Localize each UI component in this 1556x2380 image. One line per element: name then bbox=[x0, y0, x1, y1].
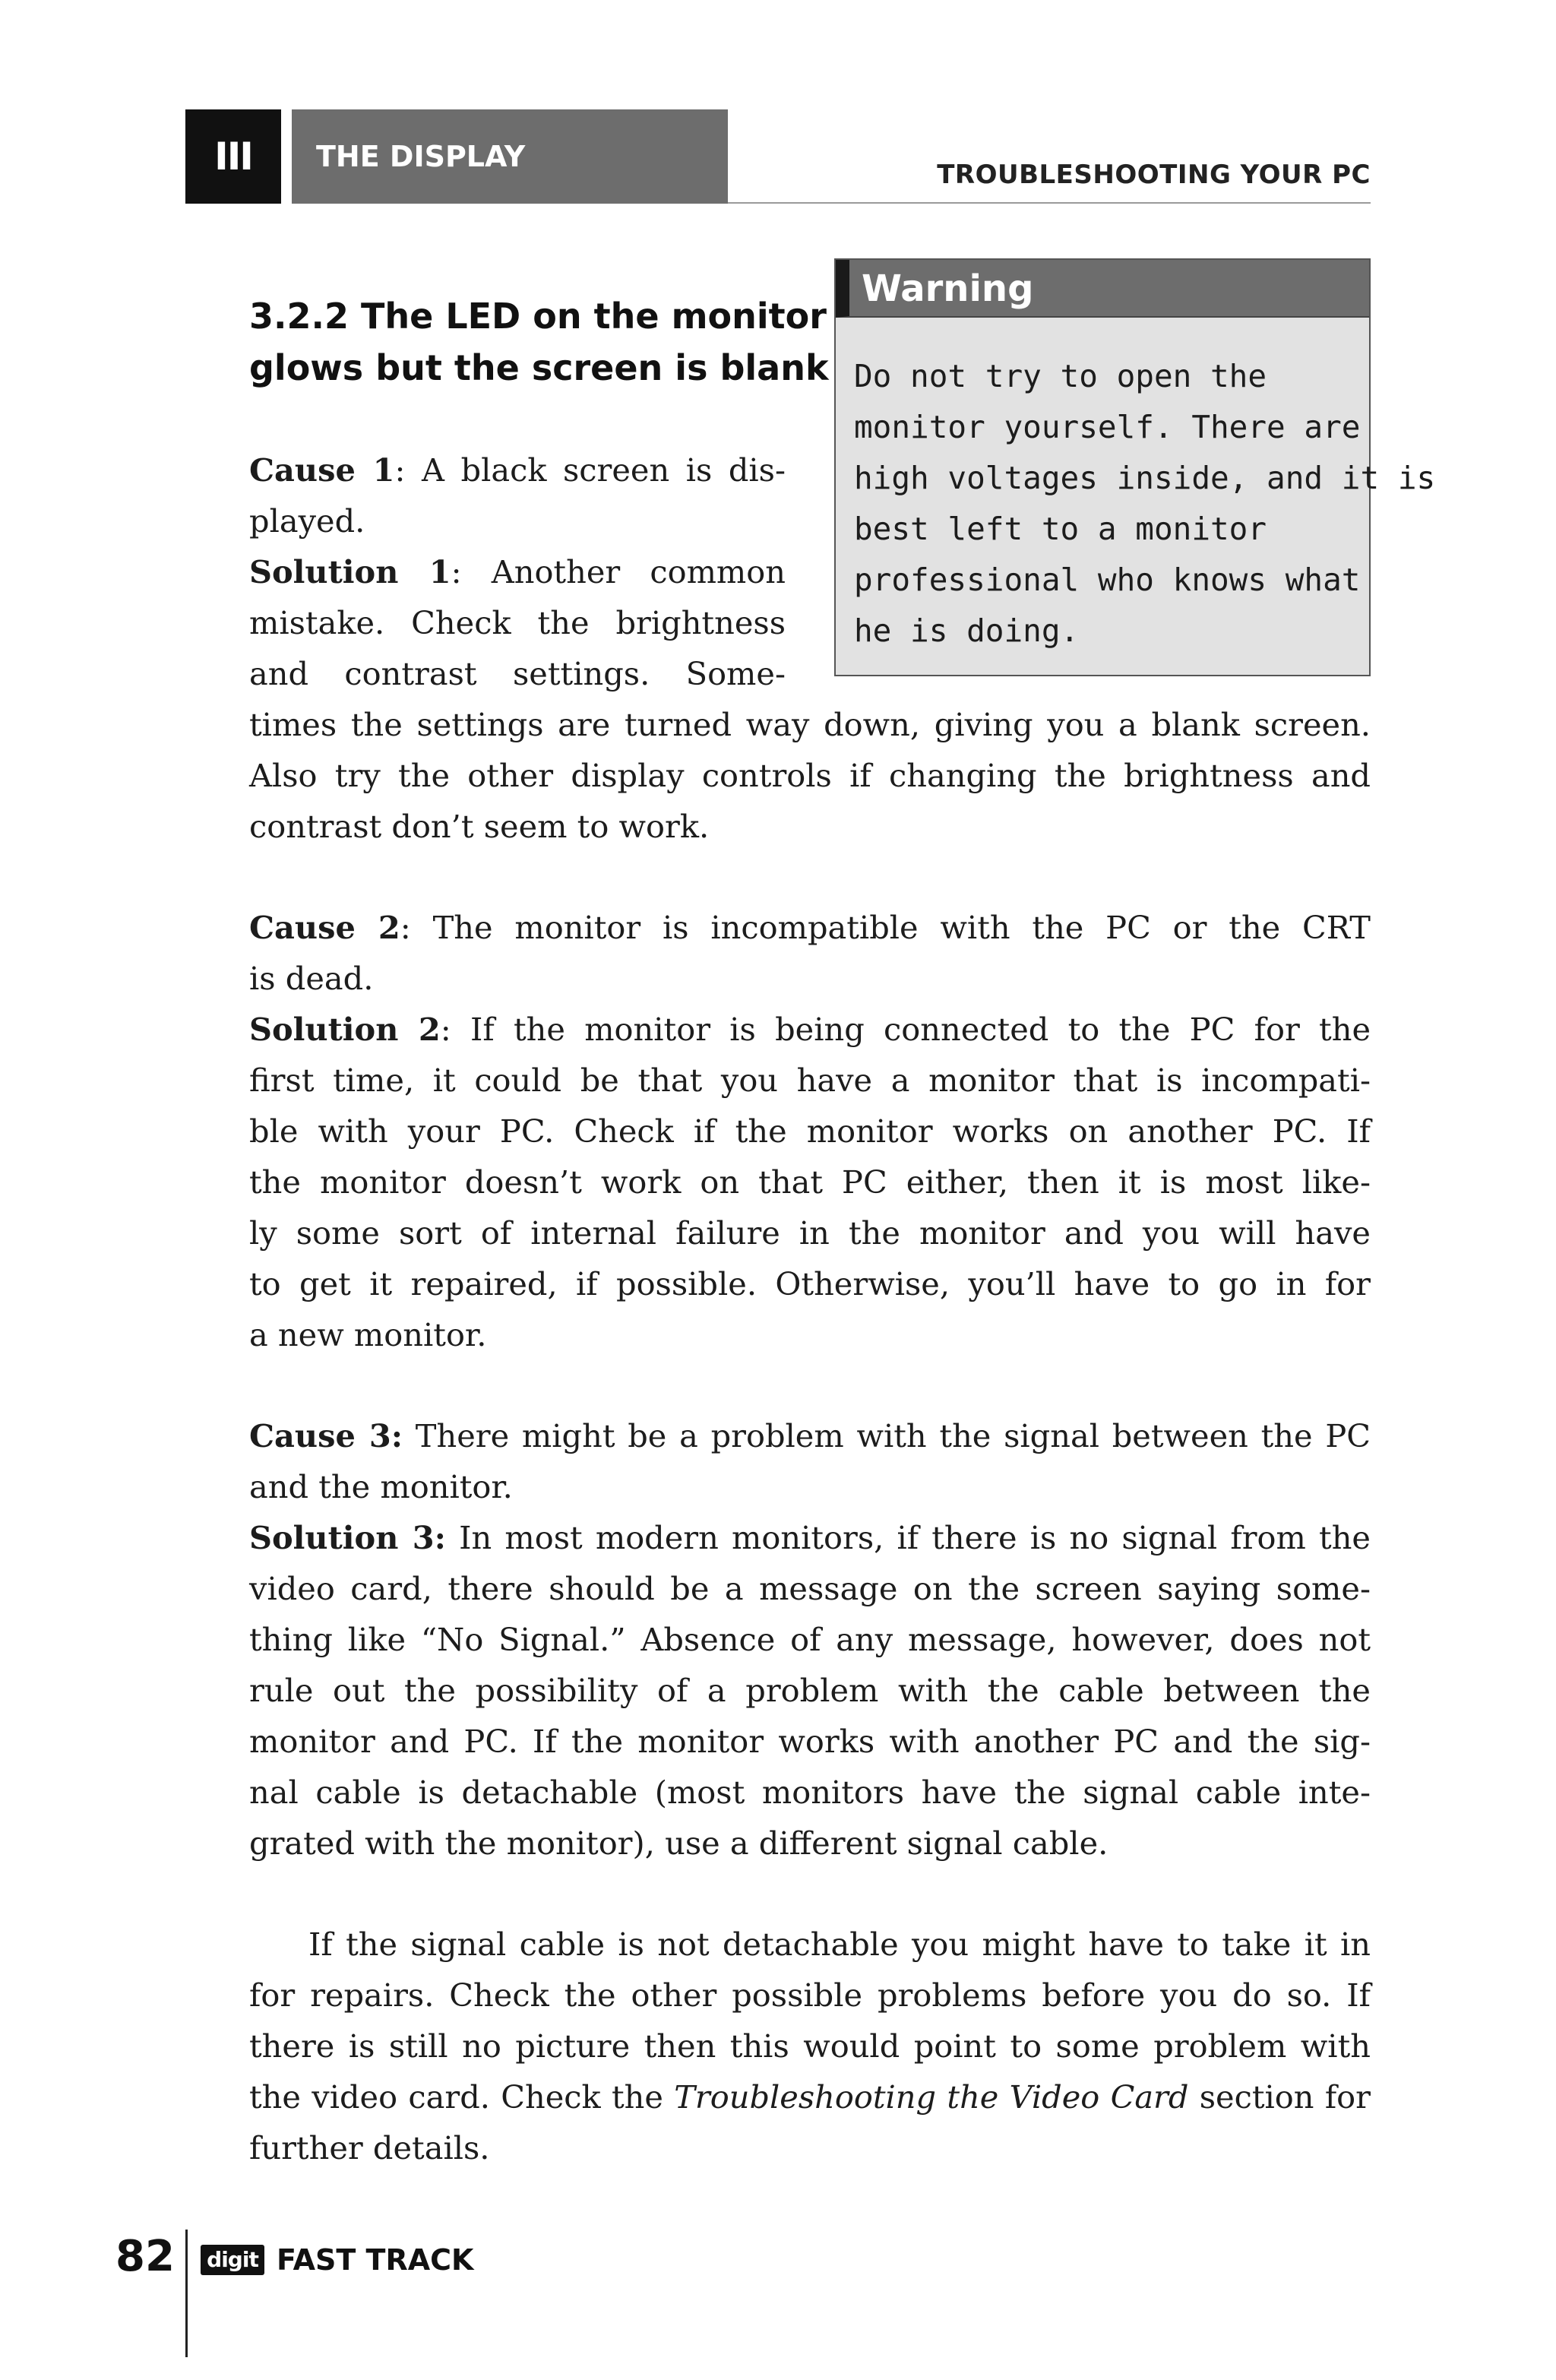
solution-3-label: Solution 3: bbox=[249, 1519, 446, 1556]
warning-line: high voltages inside, and it is bbox=[854, 460, 1436, 496]
body-line: thing like “No Signal.” Absence of any message, however, does not bbox=[249, 1621, 1371, 1658]
header-rule bbox=[728, 202, 1371, 204]
warning-line: best left to a monitor bbox=[854, 511, 1267, 547]
body-line: there is still no picture then this would point to some problem with bbox=[249, 2027, 1371, 2065]
body-text: the video card. Check the bbox=[249, 2078, 675, 2116]
body-line: to get it repaired, if possible. Otherwise, you’ll have to go in for bbox=[249, 1265, 1371, 1302]
warning-box bbox=[834, 258, 1436, 676]
warning-line: Do not try to open the bbox=[854, 358, 1267, 394]
body-line: the monitor doesn’t work on that PC either, then it is most like- bbox=[249, 1163, 1371, 1201]
running-head: TROUBLESHOOTING YOUR PC bbox=[937, 160, 1371, 190]
body-line: Also try the other display controls if changing the brightness and bbox=[249, 757, 1371, 794]
warning-line: professional who knows what bbox=[854, 562, 1361, 598]
chapter-title-tab: THE DISPLAY bbox=[292, 109, 728, 204]
chapter-number-badge: III bbox=[185, 109, 281, 204]
body-line bbox=[249, 902, 1371, 953]
body-line: and contrast settings. Some- bbox=[249, 655, 786, 692]
body-line: If the signal cable is not detachable you might have to take it in bbox=[308, 1926, 1371, 1963]
solution-1-label: Solution 1 bbox=[249, 553, 451, 590]
cause-3-label: Cause 3: bbox=[249, 1417, 403, 1454]
page-number: 82 bbox=[115, 2232, 175, 2281]
body-line: ble with your PC. Check if the monitor works on another PC. If bbox=[249, 1112, 1371, 1150]
footer-rule bbox=[185, 2230, 188, 2357]
body-line: grated with the monitor), use a different signal cable. bbox=[249, 1825, 1108, 1862]
body-line: times the settings are turned way down, giving you a blank screen. bbox=[249, 706, 1371, 743]
body-line: mistake. Check the brightness bbox=[249, 604, 786, 641]
cause-1-label: Cause 1 bbox=[249, 451, 395, 489]
body-line: a new monitor. bbox=[249, 1316, 487, 1353]
cause-2-label: Cause 2 bbox=[249, 909, 400, 946]
body-text: section for bbox=[1188, 2078, 1371, 2116]
body-line: is dead. bbox=[249, 960, 374, 997]
section-heading bbox=[249, 290, 829, 394]
body-line bbox=[249, 1004, 1371, 1055]
cross-reference: Troubleshooting the Video Card bbox=[674, 2078, 1189, 2116]
body-line bbox=[249, 445, 786, 495]
solution-2-label: Solution 2 bbox=[249, 1011, 441, 1048]
body-line bbox=[249, 546, 786, 597]
body-text: : Another common bbox=[451, 553, 786, 590]
warning-line: monitor yourself. There are bbox=[854, 409, 1361, 445]
body-line: further details. bbox=[249, 2129, 490, 2166]
body-line: monitor and PC. If the monitor works with another PC and the sig- bbox=[249, 1723, 1371, 1760]
warning-line: he is doing. bbox=[854, 612, 1080, 649]
body-line: video card, there should be a message on the screen saying some- bbox=[249, 1570, 1371, 1607]
body-text: There might be a problem with the signal between the PC bbox=[403, 1417, 1371, 1454]
section-heading-line: glows but the screen is blank bbox=[249, 347, 829, 388]
body-line: and the monitor. bbox=[249, 1468, 513, 1505]
body-line: contrast don’t seem to work. bbox=[249, 808, 710, 845]
body-line bbox=[249, 1512, 1371, 1563]
body-line: for repairs. Check the other possible problems before you do so. If bbox=[249, 1976, 1371, 2014]
warning-title-bar bbox=[836, 260, 1369, 318]
body-line: ly some sort of internal failure in the monitor and you will have bbox=[249, 1214, 1371, 1252]
body-line: rule out the possibility of a problem with the cable between the bbox=[249, 1672, 1371, 1709]
body-line: first time, it could be that you have a monitor that is incompati- bbox=[249, 1062, 1371, 1099]
body-text: In most modern monitors, if there is no signal from the bbox=[445, 1519, 1371, 1556]
warning-text bbox=[854, 351, 1436, 657]
digit-logo: digit bbox=[201, 2245, 264, 2275]
body-line bbox=[249, 2071, 1371, 2122]
footer-brand: FAST TRACK bbox=[277, 2243, 474, 2277]
body-line bbox=[249, 1410, 1371, 1461]
body-text: : If the monitor is being connected to the PC for the bbox=[440, 1011, 1371, 1048]
body-text: : The monitor is incompatible with the PC or the CRT bbox=[400, 909, 1371, 946]
body-line: nal cable is detachable (most monitors have the signal cable inte- bbox=[249, 1774, 1371, 1811]
warning-title: Warning bbox=[862, 267, 1034, 310]
section-heading-line: 3.2.2 The LED on the monitor bbox=[249, 296, 827, 337]
body-line: played. bbox=[249, 502, 365, 540]
body-text: : A black screen is dis- bbox=[394, 451, 786, 489]
